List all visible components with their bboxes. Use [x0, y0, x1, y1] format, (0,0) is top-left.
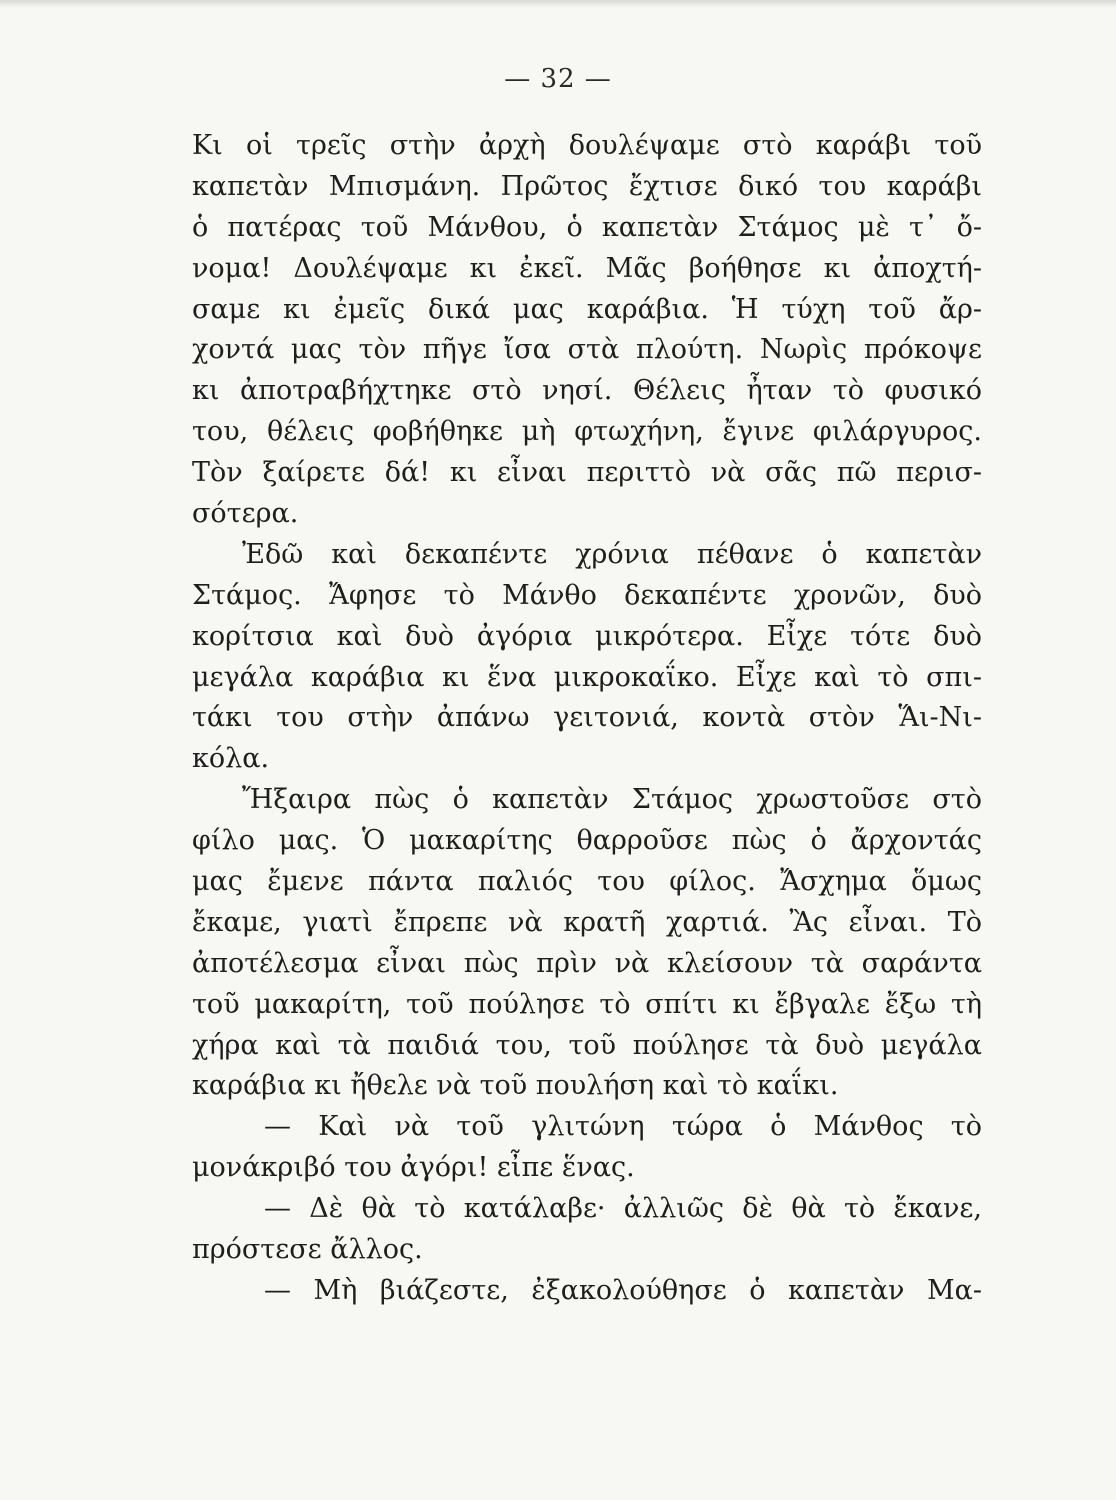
text-line: ὁ πατέρας τοῦ Μάνθου, ὁ καπετὰν Στάμος μὲ τ᾽ ὄ-: [192, 211, 982, 243]
text-line: ἔκαμε, γιατὶ ἔπρεπε νὰ κρατῆ χαρτιά. Ἂς εἶναι. Τὸ: [192, 906, 982, 938]
text-line: Κι οἱ τρεῖς στὴν ἀρχὴ δουλέψαμε στὸ καράβι τοῦ: [192, 130, 982, 161]
text-line: σαμε κι ἐμεῖς δικά μας καράβια. Ἡ τύχη τοῦ ἄρ-: [192, 293, 982, 325]
page-top-edge: [0, 0, 1116, 8]
text-line: Στάμος. Ἄφησε τὸ Μάνθο δεκαπέντε χρονῶν, δυὸ: [192, 579, 982, 611]
text-line: μεγάλα καράβια κι ἕνα μικροκαΐκο. Εἶχε καὶ τὸ σπι-: [192, 661, 982, 693]
page-number: — 32 —: [504, 64, 612, 94]
text-line: τοῦ μακαρίτη, τοῦ πούλησε τὸ σπίτι κι ἔβγαλε ἔξω τὴ: [192, 988, 982, 1020]
text-line: κόλα.: [192, 743, 270, 775]
text-line: του, θέλεις φοβήθηκε μὴ φτωχήνη, ἔγινε φιλάργυρος.: [192, 416, 982, 448]
text-line: — Καὶ νὰ τοῦ γλιτώνη τώρα ὁ Μάνθος τὸ: [264, 1111, 982, 1143]
body-text: [192, 126, 982, 1312]
text-line: φίλο μας. Ὁ μακαρίτης θαρροῦσε πὼς ὁ ἄρχοντάς: [192, 825, 982, 857]
text-line: Τὸν ξαίρετε δά! κι εἶναι περιττὸ νὰ σᾶς πῶ περισ-: [192, 457, 982, 489]
text-line: μας ἔμενε πάντα παλιός του φίλος. Ἄσχημα ὅμως: [192, 866, 982, 898]
text-line: χοντά μας τὸν πῆγε ἴσα στὰ πλούτη. Νωρὶς πρόκοψε: [192, 334, 982, 366]
text-line: ἀποτέλεσμα εἶναι πὼς πρὶν νὰ κλείσουν τὰ σαράντα: [192, 947, 982, 979]
text-line: χήρα καὶ τὰ παιδιά του, τοῦ πούλησε τὰ δυὸ μεγάλα: [192, 1029, 982, 1061]
text-line: — Δὲ θὰ τὸ κατάλαβε· ἀλλιῶς δὲ θὰ τὸ ἔκανε,: [264, 1193, 982, 1225]
text-line: νομα! Δουλέψαμε κι ἐκεῖ. Μᾶς βοήθησε κι ἀποχτή-: [192, 252, 982, 284]
text-line: τάκι του στὴν ἀπάνω γειτονιά, κοντὰ στὸν Ἅι-Νι-: [192, 702, 982, 734]
text-line: — Μὴ βιάζεστε, ἐξακολούθησε ὁ καπετὰν Μα-: [264, 1274, 982, 1306]
text-line: Ἤξαιρα πὼς ὁ καπετὰν Στάμος χρωστοῦσε στὸ: [242, 784, 982, 816]
text-line: Ἐδῶ καὶ δεκαπέντε χρόνια πέθανε ὁ καπετὰν: [242, 538, 982, 570]
text-line: κορίτσια καὶ δυὸ ἀγόρια μικρότερα. Εἶχε τότε δυὸ: [192, 620, 982, 652]
text-line: καπετὰν Μπισμάνη. Πρῶτος ἔχτισε δικό του καράβι: [192, 170, 982, 202]
text-line: καράβια κι ἤθελε νὰ τοῦ πουλήση καὶ τὸ καΐκι.: [192, 1070, 839, 1102]
text-line: σότερα.: [192, 498, 299, 530]
text-line: κι ἀποτραβήχτηκε στὸ νησί. Θέλεις ἦταν τὸ φυσικό: [192, 375, 982, 407]
text-line: μονάκριβό του ἀγόρι! εἶπε ἕνας.: [192, 1152, 635, 1184]
text-line: πρόστεσε ἄλλος.: [192, 1234, 423, 1266]
